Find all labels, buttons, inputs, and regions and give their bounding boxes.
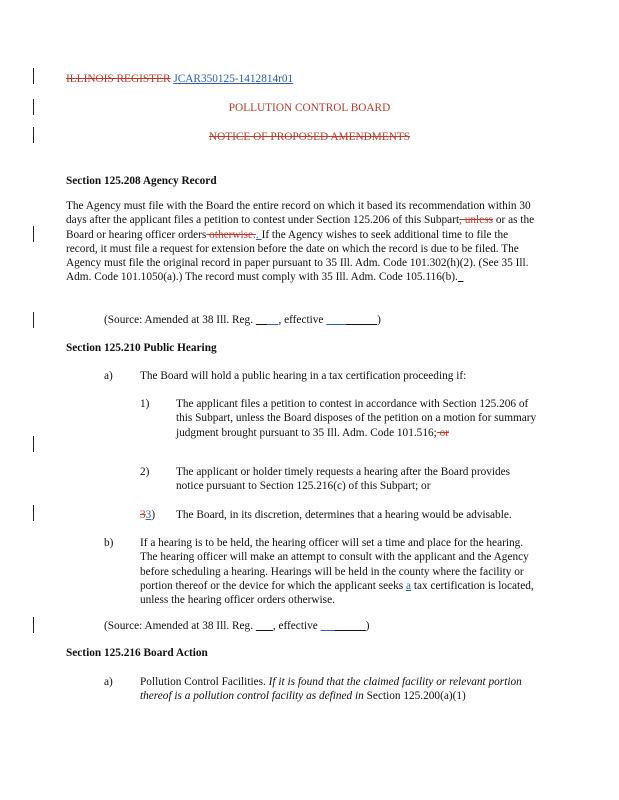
item-1-text: The applicant files a petition to contest in accordance with Section 125.206 of this Subpart, unless the Board disposes of the petition on a motion for summary judgment brought pursuant to 35 Ill. Adm. Code 101.516; or	[176, 398, 537, 439]
register-deleted: ILLINOIS REGISTER	[66, 73, 171, 85]
item-3-label: 33)	[140, 509, 156, 521]
item-1-label: 1)	[140, 398, 150, 410]
change-bar	[33, 312, 34, 328]
change-bar	[33, 68, 34, 84]
section-210-source: (Source: Amended at 38 Ill. Reg. , effective )	[104, 620, 370, 632]
item-2-label: 2)	[140, 466, 150, 478]
section-208-paragraph: The Agency must file with the Board the entire record on which it based its recommendation within 30 days after the applicant files a petition to contest under Section 125.206 of this Subpart, unless or as the Board or hearing officer orders otherwise.. If the Agency wishes to seek additional time to file the record, it must file a request for extension before the date on which the record is due to be filed. The Agency must file the original record in paper pursuant to 35 Ill. Adm. Code 101.302(h)(2). (See 35 Ill. Adm. Code 101.1050(a).) The record must comply with 35 Ill. Adm. Code 105.116(b).	[66, 200, 535, 284]
change-bar	[33, 617, 34, 633]
item-b-label: b)	[104, 537, 114, 549]
change-bar	[33, 226, 34, 242]
section-208-source: (Source: Amended at 38 Ill. Reg. , effective )	[104, 314, 381, 326]
item-a-label: a)	[104, 370, 113, 382]
item-a-text: The Board will hold a public hearing in a tax certification proceeding if:	[140, 370, 467, 382]
notice-title	[0, 131, 619, 143]
item-2-text: The applicant or holder timely requests a hearing after the Board provides notice pursuant to Section 125.216(c) of this Subpart; or	[176, 466, 511, 493]
s216-item-a-text: Pollution Control Facilities. If it is found that the claimed facility or relevant portion thereof is a pollution control facility as defined in Section 125.200(a)(1)	[140, 676, 522, 703]
item-3-text: The Board, in its discretion, determines that a hearing would be advisable.	[176, 509, 512, 521]
register-header	[66, 73, 293, 85]
change-bar	[33, 436, 34, 452]
change-bar	[33, 505, 34, 521]
item-b-text: If a hearing is to be held, the hearing officer will set a time and place for the hearing. The hearing officer will make an attempt to consult with the applicant and the Agency before scheduling a hearing. Hearings will be held in the county where the facility or portion thereof or the device for which the applicant seeks a tax certification is located, unless the hearing officer orders otherwise.	[140, 537, 534, 607]
register-inserted: JCAR350125-1412814r01	[173, 73, 294, 85]
board-title: POLLUTION CONTROL BOARD	[228, 102, 391, 114]
notice-text: NOTICE OF PROPOSED AMENDMENTS	[208, 131, 411, 143]
section-216-heading: Section 125.216 Board Action	[66, 647, 208, 659]
s216-item-a-label: a)	[104, 676, 113, 688]
section-208-heading: Section 125.208 Agency Record	[66, 175, 217, 187]
section-210-heading: Section 125.210 Public Hearing	[66, 342, 217, 354]
